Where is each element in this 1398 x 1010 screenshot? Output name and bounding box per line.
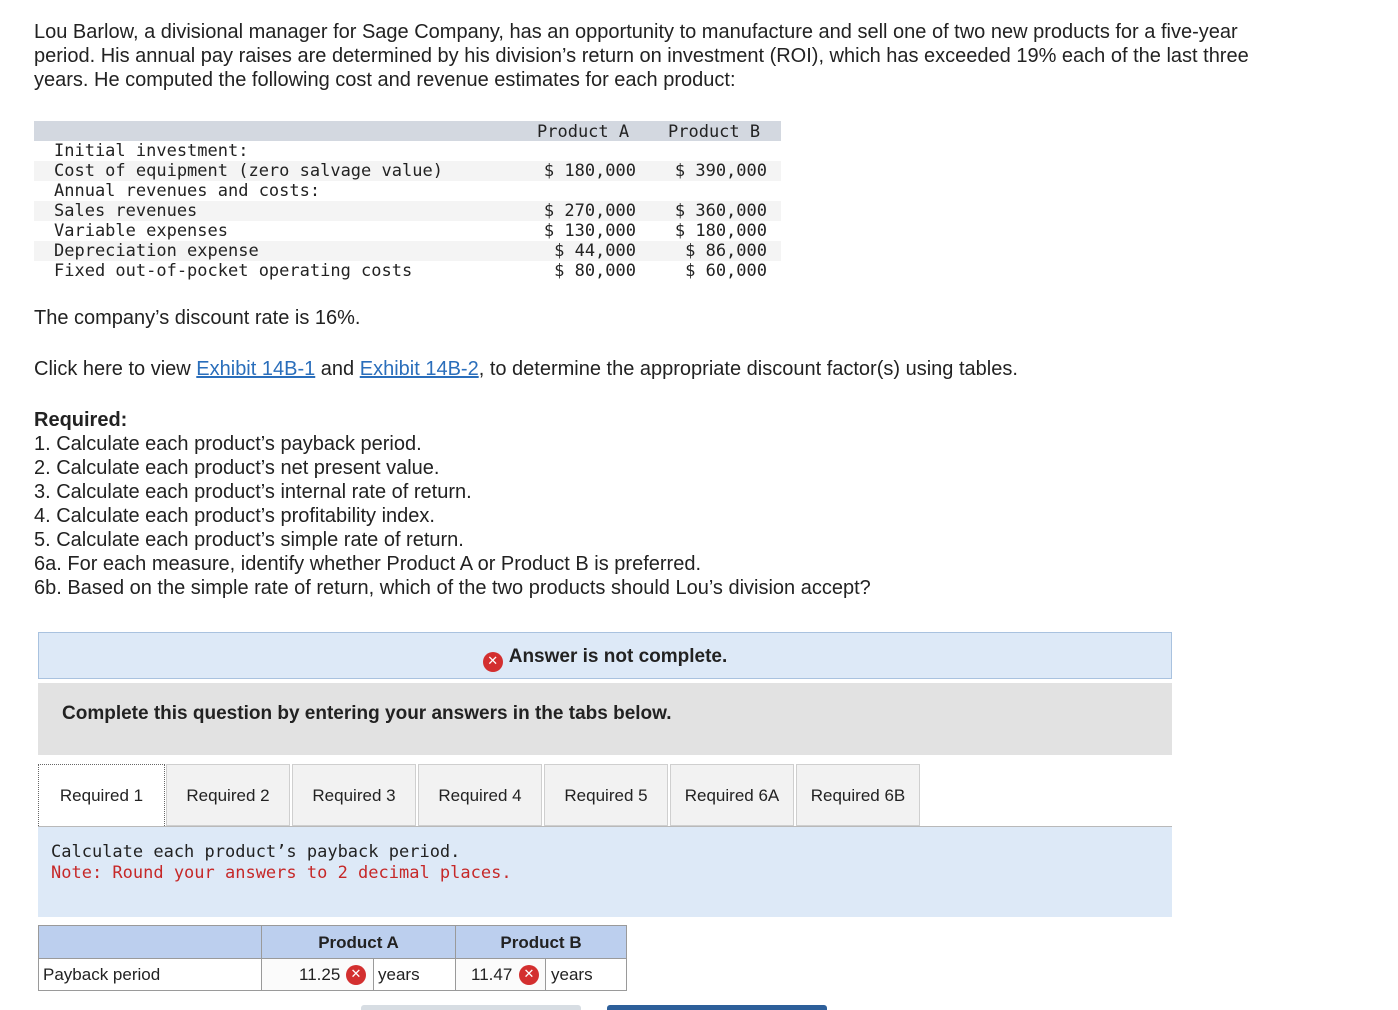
problem-intro: Lou Barlow, a divisional manager for Sage Company, has an opportunity to manufacture and sell one of two new products for a five-year period. His annual pay raises are determined by his division’s return on investment (ROI), which has exceeded 19% each of the last three years. He computed the following cost and revenue estimates for each product: <box>34 21 1249 91</box>
previous-button[interactable] <box>361 1005 581 1010</box>
answer-col-product-b: Product B <box>500 933 582 952</box>
cost-table-col-b: Product B <box>668 122 761 142</box>
cost-table-row: Sales revenues $ 270,000 $ 360,000 <box>34 201 781 221</box>
required-item: 5. Calculate each product’s simple rate of return. <box>34 529 464 551</box>
required-item: 6b. Based on the simple rate of return, which of the two products should Lou’s division accept? <box>34 577 871 599</box>
instructions-text: Complete this question by entering your answers in the tabs below. <box>62 703 672 724</box>
product-a-payback-value: 11.25 <box>299 965 341 984</box>
tab-required-4[interactable]: Required 4 <box>418 764 542 826</box>
tab-required-6a[interactable]: Required 6A <box>670 764 794 826</box>
required-heading: Required: <box>34 409 128 431</box>
exhibit-line: Click here to view Exhibit 14B-1 and Exhibit 14B-2, to determine the appropriate discount factor(s) using tables. <box>34 358 1018 380</box>
required-item: 1. Calculate each product’s payback period. <box>34 433 422 455</box>
row-label-payback-period: Payback period <box>43 965 161 984</box>
x-circle-icon: ✕ <box>519 965 539 985</box>
cost-table-row: Variable expenses $ 130,000 $ 180,000 <box>54 221 767 241</box>
required-item: 4. Calculate each product’s profitability index. <box>34 505 435 527</box>
cost-table-row: Cost of equipment (zero salvage value) $ 180,000 $ 390,000 <box>34 161 781 181</box>
required-item: 2. Calculate each product’s net present value. <box>34 457 440 479</box>
table-row <box>39 959 626 990</box>
next-button[interactable] <box>607 1005 827 1010</box>
tab-panel <box>38 827 1172 917</box>
cost-table-col-a: Product A <box>537 122 630 142</box>
cost-table-row: Fixed out-of-pocket operating costs $ 80,000 $ 60,000 <box>54 261 767 281</box>
cost-table-header <box>34 121 781 141</box>
cost-table-row: Annual revenues and costs: <box>54 181 321 201</box>
x-circle-icon: ✕ <box>483 652 503 672</box>
cost-table-row: Depreciation expense $ 44,000 $ 86,000 <box>34 241 781 261</box>
exhibit-14b-1-link[interactable]: Exhibit 14B-1 <box>196 358 316 380</box>
instructions-box <box>38 683 1172 755</box>
discount-rate-text: The company’s discount rate is 16%. <box>34 307 361 329</box>
required-item: 6a. For each measure, identify whether Product A or Product B is preferred. <box>34 553 702 575</box>
tab-required-6b[interactable]: Required 6B <box>796 764 920 826</box>
tab-instruction: Calculate each product’s payback period. <box>51 842 461 862</box>
answer-table-header <box>39 926 626 959</box>
tab-required-5[interactable]: Required 5 <box>544 764 668 826</box>
answer-col-product-a: Product A <box>318 933 399 952</box>
tab-required-3[interactable]: Required 3 <box>292 764 416 826</box>
payback-answer-table <box>38 925 627 991</box>
cost-table-row: Initial investment: <box>54 141 249 161</box>
answer-status-text: Answer is not complete. <box>508 646 728 667</box>
product-a-unit: years <box>378 965 420 984</box>
x-circle-icon: ✕ <box>346 965 366 985</box>
required-list <box>34 408 871 600</box>
rounding-note: Note: Round your answers to 2 decimal places. <box>51 863 512 883</box>
product-b-payback-value: 11.47 <box>471 965 513 984</box>
answer-status-banner <box>38 632 1172 679</box>
required-item: 3. Calculate each product’s internal rate of return. <box>34 481 472 503</box>
tab-required-2[interactable]: Required 2 <box>166 764 290 826</box>
exhibit-14b-2-link[interactable]: Exhibit 14B-2 <box>359 358 479 380</box>
product-b-unit: years <box>551 965 593 984</box>
tab-required-1[interactable]: Required 1 <box>38 764 165 826</box>
